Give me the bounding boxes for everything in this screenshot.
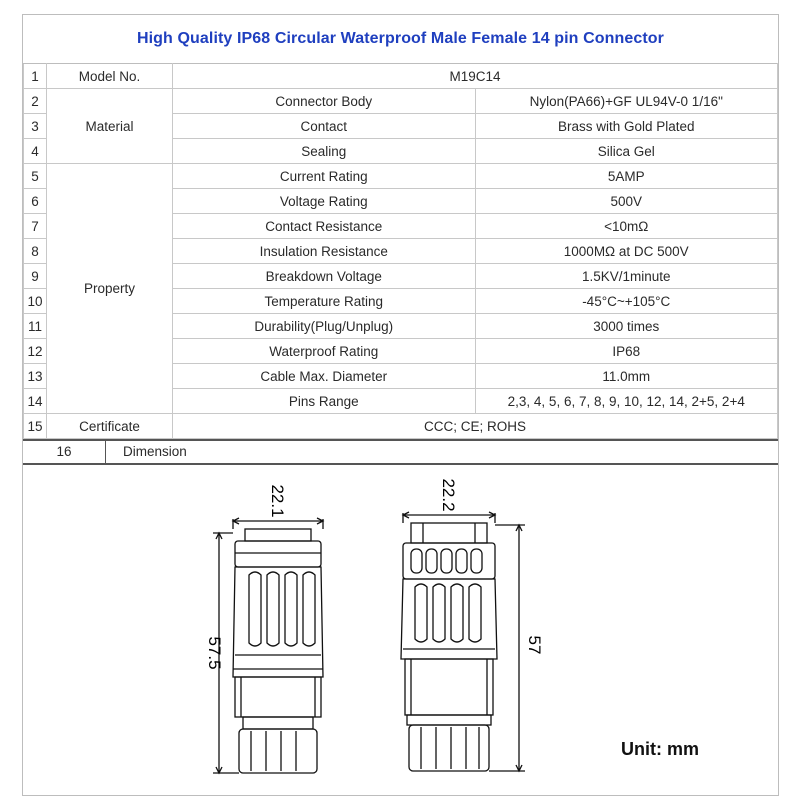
spec-value: -45°C~+105°C: [475, 289, 778, 314]
spec-value: 11.0mm: [475, 364, 778, 389]
group-label: Model No.: [47, 64, 173, 89]
spec-value: 1.5KV/1minute: [475, 264, 778, 289]
table-row: [24, 164, 778, 189]
dimension-label: Dimension: [123, 444, 187, 459]
property-name: Durability(Plug/Unplug): [173, 314, 476, 339]
row-number: 1: [24, 64, 47, 89]
spec-value: IP68: [475, 339, 778, 364]
spec-value: 3000 times: [475, 314, 778, 339]
property-name: Temperature Rating: [173, 289, 476, 314]
male-connector-drawing: [213, 518, 323, 773]
property-name: Sealing: [173, 139, 476, 164]
table-row: [24, 89, 778, 114]
property-name: Cable Max. Diameter: [173, 364, 476, 389]
group-label: Property: [47, 164, 173, 414]
spec-value: Nylon(PA66)+GF UL94V-0 1/16": [475, 89, 778, 114]
row-number: 4: [24, 139, 47, 164]
row-number: 13: [24, 364, 47, 389]
table-row: [24, 64, 778, 89]
property-name: Current Rating: [173, 164, 476, 189]
spec-value: 5AMP: [475, 164, 778, 189]
spec-value: 2,3, 4, 5, 6, 7, 8, 9, 10, 12, 14, 2+5, 2+4: [475, 389, 778, 414]
row-number: 9: [24, 264, 47, 289]
row-number: 5: [24, 164, 47, 189]
property-name: Contact: [173, 114, 476, 139]
male-length-label: 57.5: [205, 636, 224, 670]
spec-table: [23, 63, 778, 439]
table-row: [24, 414, 778, 439]
row-number: 12: [24, 339, 47, 364]
property-name: Contact Resistance: [173, 214, 476, 239]
row-number: 10: [24, 289, 47, 314]
group-label: Certificate: [47, 414, 173, 439]
spec-value: 1000MΩ at DC 500V: [475, 239, 778, 264]
spec-value: Silica Gel: [475, 139, 778, 164]
group-label: Material: [47, 89, 173, 164]
female-width-label: 22.2: [439, 478, 458, 512]
row-number: 7: [24, 214, 47, 239]
row-number: 3: [24, 114, 47, 139]
row-number: 8: [24, 239, 47, 264]
unit-label: Unit: mm: [621, 739, 699, 759]
row-number: 6: [24, 189, 47, 214]
spec-value: M19C14: [173, 64, 778, 89]
dimension-drawing: [23, 463, 778, 796]
property-name: Voltage Rating: [173, 189, 476, 214]
spec-value: CCC; CE; ROHS: [173, 414, 778, 439]
female-connector-drawing: [401, 512, 525, 771]
spec-value: <10mΩ: [475, 214, 778, 239]
property-name: Connector Body: [173, 89, 476, 114]
spec-value: 500V: [475, 189, 778, 214]
property-name: Insulation Resistance: [173, 239, 476, 264]
row-number: 2: [24, 89, 47, 114]
spec-value: Brass with Gold Plated: [475, 114, 778, 139]
property-name: Breakdown Voltage: [173, 264, 476, 289]
row-number: 14: [24, 389, 47, 414]
row-number: 15: [24, 414, 47, 439]
spec-sheet: [22, 14, 779, 796]
dimension-header: [23, 439, 778, 465]
property-name: Waterproof Rating: [173, 339, 476, 364]
female-length-label: 57: [525, 635, 544, 655]
row-number: 16: [23, 441, 106, 463]
page-title: High Quality IP68 Circular Waterproof Male Female 14 pin Connector: [136, 30, 664, 47]
male-width-label: 22.1: [268, 484, 287, 518]
row-number: 11: [24, 314, 47, 339]
property-name: Pins Range: [173, 389, 476, 414]
